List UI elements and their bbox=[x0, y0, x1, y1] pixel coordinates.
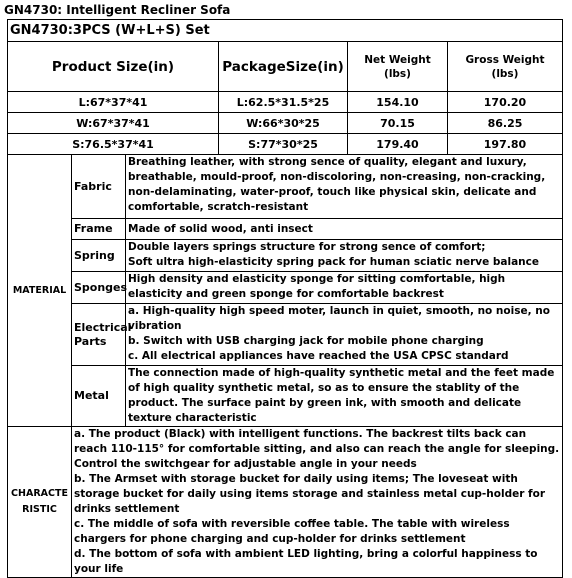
header-row bbox=[8, 42, 563, 92]
electrical-line-a: a. High-quality high speed moter, launch in quiet, smooth, no noise, no vibration bbox=[128, 305, 550, 332]
electrical-label-line-2: Parts bbox=[74, 334, 107, 348]
characteristic-item-d: d. The bottom of sofa with ambient LED lighting, bring a colorful happiness to your life bbox=[74, 548, 538, 575]
material-label-electrical bbox=[72, 304, 132, 366]
material-row-fabric bbox=[8, 155, 563, 219]
characteristic-item-a: a. The product (Black) with intelligent functions. The backrest tilts back can reach 110-115° for comfortable sitting, and also can reach the angle for sleeping. Control the switchgear for adjustable angle in your needs bbox=[74, 428, 560, 470]
product-size-header: Product Size(in) bbox=[8, 42, 219, 92]
spec-table bbox=[7, 19, 563, 578]
material-desc-spring bbox=[126, 240, 563, 272]
material-desc-electrical bbox=[126, 304, 563, 366]
net-weight-header bbox=[348, 42, 448, 92]
characteristic-item-b: b. The Armset with storage bucket for daily using items; The loveseat with storage bucket for daily using items storage and stainless metal cup-holder for drinks settlement bbox=[74, 473, 546, 515]
gross-weight-cell: 86.25 bbox=[448, 113, 563, 134]
table-row bbox=[8, 134, 563, 155]
material-desc-frame: Made of solid wood, anti insect bbox=[126, 219, 563, 240]
spring-line-1: Double layers springs structure for strong sence of comfort; bbox=[128, 241, 486, 253]
gross-weight-cell: 170.20 bbox=[448, 92, 563, 113]
characteristic-category bbox=[8, 427, 72, 578]
material-category: MATERIAL bbox=[8, 155, 72, 427]
gross-weight-cell: 197.80 bbox=[448, 134, 563, 155]
material-label-fabric: Fabric bbox=[72, 155, 126, 219]
material-desc-fabric: Breathing leather, with strong sence of quality, elegant and luxury, breathable, mould-proof, non-discoloring, non-creasing, non-cracking, non-delaminating, water-proof, touch like physical skin, delicate and comfortable, scratch-resistant bbox=[126, 155, 563, 219]
net-weight-unit: (lbs) bbox=[384, 67, 411, 80]
material-desc-metal: The connection made of high-quality synthetic metal and the feet made of high quality synthetic metal, so as to ensure the stablity of the product. The surface paint by green ink, with smooth and delicate texture characteristic bbox=[126, 366, 563, 427]
table-row bbox=[8, 113, 563, 134]
package-size-header: PackageSize(in) bbox=[219, 42, 348, 92]
electrical-line-b: b. Switch with USB charging jack for mobile phone charging bbox=[128, 335, 484, 347]
package-size-cell: S:77*30*25 bbox=[219, 134, 348, 155]
characteristic-row bbox=[8, 427, 563, 578]
set-title-row bbox=[8, 20, 563, 42]
electrical-line-c: c. All electrical appliances have reached the USA CPSC standard bbox=[128, 350, 509, 362]
material-label-frame: Frame bbox=[72, 219, 126, 240]
electrical-label-line-1: Electrical bbox=[74, 320, 132, 334]
gross-weight-label: Gross Weight bbox=[465, 53, 545, 66]
material-label-sponges: Sponges bbox=[72, 272, 126, 304]
sheet-title: GN4730: Intelligent Recliner Sofa bbox=[4, 3, 231, 17]
product-size-cell: S:76.5*37*41 bbox=[8, 134, 219, 155]
characteristic-label-line-2: RISTIC bbox=[22, 504, 57, 515]
material-row-spring bbox=[8, 240, 563, 272]
characteristic-label-line-1: CHARACTE bbox=[11, 488, 68, 499]
characteristic-desc bbox=[72, 427, 563, 578]
net-weight-cell: 154.10 bbox=[348, 92, 448, 113]
gross-weight-header bbox=[448, 42, 563, 92]
gross-weight-unit: (lbs) bbox=[491, 67, 519, 80]
package-size-cell: W:66*30*25 bbox=[219, 113, 348, 134]
characteristic-item-c: c. The middle of sofa with reversible coffee table. The table with wireless chargers for phone charging and cup-holder for drinks settlement bbox=[74, 518, 510, 545]
material-desc-sponges: High density and elasticity sponge for sitting comfortable, high elasticity and green sponge for comfortable backrest bbox=[126, 272, 563, 304]
package-size-cell: L:62.5*31.5*25 bbox=[219, 92, 348, 113]
net-weight-cell: 70.15 bbox=[348, 113, 448, 134]
material-label-metal: Metal bbox=[72, 366, 126, 427]
product-size-cell: W:67*37*41 bbox=[8, 113, 219, 134]
product-size-cell: L:67*37*41 bbox=[8, 92, 219, 113]
spring-line-2: Soft ultra high-elasticity spring pack for human sciatic nerve balance bbox=[128, 256, 540, 268]
material-row-sponges bbox=[8, 272, 563, 304]
material-row-metal bbox=[8, 366, 563, 427]
material-label-spring: Spring bbox=[72, 240, 126, 272]
table-row bbox=[8, 92, 563, 113]
material-row-frame bbox=[8, 219, 563, 240]
set-title: GN4730:3PCS (W+L+S) Set bbox=[8, 20, 563, 42]
net-weight-label: Net Weight bbox=[364, 53, 431, 66]
material-row-electrical bbox=[8, 304, 563, 366]
net-weight-cell: 179.40 bbox=[348, 134, 448, 155]
